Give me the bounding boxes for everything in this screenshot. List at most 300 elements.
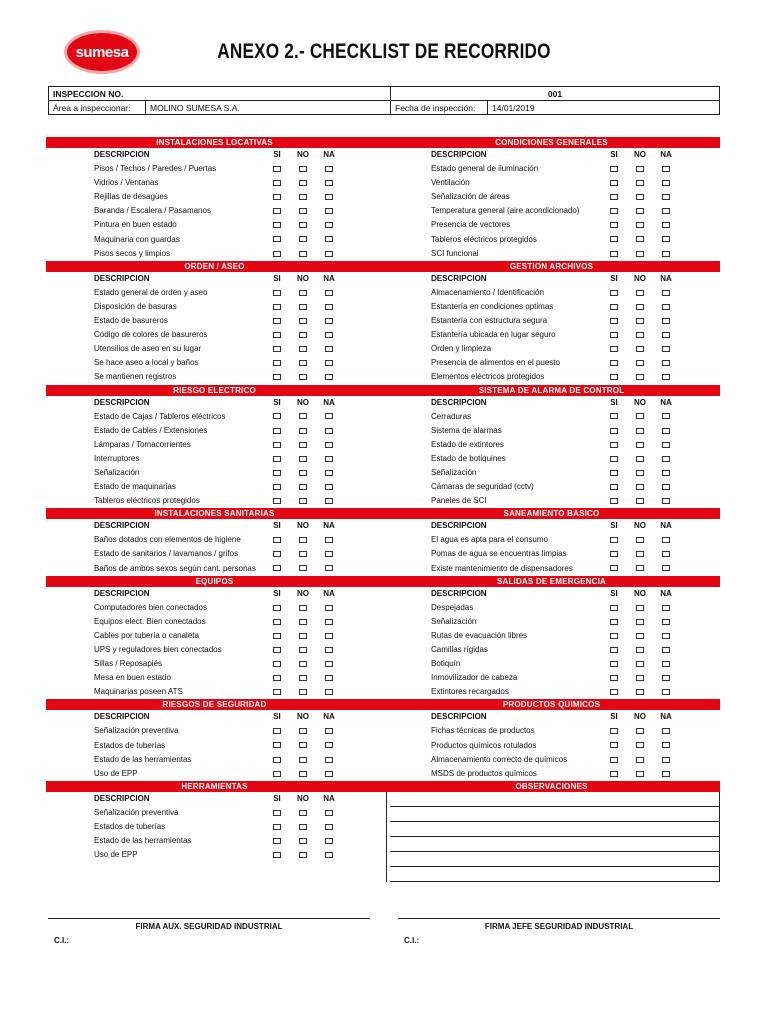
checkbox-si[interactable] xyxy=(610,166,618,172)
checkbox-si[interactable] xyxy=(273,742,281,748)
checkbox-na[interactable] xyxy=(325,413,333,419)
checklist-row xyxy=(383,657,720,671)
checklist-row xyxy=(383,218,720,232)
checkbox-no[interactable] xyxy=(299,810,307,816)
item-label: Interruptores xyxy=(94,453,140,463)
checkbox-si[interactable] xyxy=(273,838,281,844)
checkbox-no[interactable] xyxy=(636,498,644,504)
cell-na xyxy=(654,466,678,480)
checkbox-na[interactable] xyxy=(662,742,670,748)
checkbox-na[interactable] xyxy=(325,470,333,476)
checkbox-si[interactable] xyxy=(610,194,618,200)
col-si: SI xyxy=(610,521,618,531)
checkbox-si[interactable] xyxy=(610,428,618,434)
checkbox-no[interactable] xyxy=(636,771,644,777)
checkbox-na[interactable] xyxy=(325,484,333,490)
checkbox-na[interactable] xyxy=(662,413,670,419)
checkbox-no[interactable] xyxy=(636,537,644,543)
checkbox-no[interactable] xyxy=(299,442,307,448)
checklist-row xyxy=(383,370,720,384)
checkbox-na[interactable] xyxy=(662,251,670,257)
checkbox-no[interactable] xyxy=(299,551,307,557)
cell-na xyxy=(317,848,341,862)
col-si: SI xyxy=(610,397,618,407)
checkbox-na[interactable] xyxy=(662,236,670,242)
checkbox-si[interactable] xyxy=(610,332,618,338)
checkbox-na[interactable] xyxy=(325,442,333,448)
checkbox-no[interactable] xyxy=(299,374,307,380)
checkbox-no[interactable] xyxy=(636,689,644,695)
checkbox-no[interactable] xyxy=(636,456,644,462)
col-no: NO xyxy=(634,397,646,407)
observation-line[interactable] xyxy=(390,852,719,867)
checkbox-no[interactable] xyxy=(636,332,644,338)
checkbox-no[interactable] xyxy=(636,194,644,200)
checkbox-na[interactable] xyxy=(662,661,670,667)
checkbox-na[interactable] xyxy=(662,771,670,777)
cell-no xyxy=(628,643,652,657)
checkbox-no[interactable] xyxy=(299,470,307,476)
checkbox-si[interactable] xyxy=(610,551,618,557)
cell-si xyxy=(602,424,626,438)
checkbox-na[interactable] xyxy=(662,346,670,352)
checkbox-si[interactable] xyxy=(273,346,281,352)
cell-na xyxy=(317,438,341,452)
checkbox-si[interactable] xyxy=(273,304,281,310)
checkbox-si[interactable] xyxy=(273,251,281,257)
checkbox-no[interactable] xyxy=(299,456,307,462)
checkbox-si[interactable] xyxy=(610,290,618,296)
checkbox-no[interactable] xyxy=(636,208,644,214)
checkbox-si[interactable] xyxy=(610,661,618,667)
checkbox-na[interactable] xyxy=(325,757,333,763)
checkbox-na[interactable] xyxy=(662,551,670,557)
section-header: INSTALACIONES LOCATIVAS xyxy=(46,137,383,148)
checkbox-na[interactable] xyxy=(325,551,333,557)
checkbox-si[interactable] xyxy=(610,565,618,571)
checkbox-si[interactable] xyxy=(610,318,618,324)
checkbox-no[interactable] xyxy=(299,565,307,571)
checkbox-no[interactable] xyxy=(299,484,307,490)
checkbox-si[interactable] xyxy=(273,771,281,777)
checkbox-na[interactable] xyxy=(662,304,670,310)
checkbox-na[interactable] xyxy=(325,360,333,366)
checkbox-no[interactable] xyxy=(299,318,307,324)
checkbox-no[interactable] xyxy=(299,360,307,366)
checkbox-na[interactable] xyxy=(662,332,670,338)
checkbox-no[interactable] xyxy=(636,304,644,310)
checkbox-si[interactable] xyxy=(273,374,281,380)
cell-na xyxy=(654,300,678,314)
item-label: Estantería en condiciones optimas xyxy=(431,301,554,311)
checkbox-no[interactable] xyxy=(299,771,307,777)
checkbox-no[interactable] xyxy=(299,852,307,858)
checkbox-no[interactable] xyxy=(636,318,644,324)
checkbox-na[interactable] xyxy=(662,647,670,653)
checkbox-no[interactable] xyxy=(299,824,307,830)
item-label: Pisos secos y limpios xyxy=(94,248,171,258)
checkbox-no[interactable] xyxy=(636,251,644,257)
checkbox-na[interactable] xyxy=(662,605,670,611)
checkbox-no[interactable] xyxy=(299,413,307,419)
checklist-row xyxy=(46,314,383,328)
checkbox-no[interactable] xyxy=(299,346,307,352)
checkbox-na[interactable] xyxy=(662,619,670,625)
checklist-row xyxy=(383,438,720,452)
checkbox-no[interactable] xyxy=(636,222,644,228)
checkbox-no[interactable] xyxy=(299,675,307,681)
checkbox-no[interactable] xyxy=(636,647,644,653)
col-no: NO xyxy=(634,521,646,531)
checkbox-na[interactable] xyxy=(325,605,333,611)
checkbox-no[interactable] xyxy=(299,222,307,228)
col-descripcion: DESCRIPCION xyxy=(431,150,487,159)
cell-si xyxy=(265,204,289,218)
fecha-value[interactable]: 14/01/2019 xyxy=(488,101,720,115)
col-si: SI xyxy=(273,397,281,407)
checkbox-na[interactable] xyxy=(325,728,333,734)
checkbox-si[interactable] xyxy=(610,251,618,257)
checkbox-si[interactable] xyxy=(273,605,281,611)
item-label: Estados de tuberías xyxy=(94,822,166,832)
checkbox-no[interactable] xyxy=(299,605,307,611)
col-na: NA xyxy=(323,588,335,598)
checkbox-si[interactable] xyxy=(273,222,281,228)
checkbox-no[interactable] xyxy=(636,346,644,352)
checkbox-na[interactable] xyxy=(662,757,670,763)
checkbox-na[interactable] xyxy=(325,346,333,352)
observation-line[interactable] xyxy=(390,867,719,882)
checkbox-no[interactable] xyxy=(636,442,644,448)
checkbox-na[interactable] xyxy=(662,374,670,380)
checkbox-si[interactable] xyxy=(610,771,618,777)
checkbox-na[interactable] xyxy=(662,470,670,476)
checkbox-na[interactable] xyxy=(325,689,333,695)
checkbox-na[interactable] xyxy=(662,689,670,695)
checkbox-na[interactable] xyxy=(662,484,670,490)
cell-no xyxy=(628,685,652,699)
checkbox-no[interactable] xyxy=(636,484,644,490)
checkbox-no[interactable] xyxy=(299,689,307,695)
checkbox-na[interactable] xyxy=(325,661,333,667)
checkbox-si[interactable] xyxy=(610,537,618,543)
checkbox-no[interactable] xyxy=(636,605,644,611)
checkbox-si[interactable] xyxy=(273,633,281,639)
checkbox-na[interactable] xyxy=(662,498,670,504)
checkbox-si[interactable] xyxy=(273,619,281,625)
checkbox-si[interactable] xyxy=(610,675,618,681)
checkbox-si[interactable] xyxy=(273,810,281,816)
observation-line[interactable] xyxy=(390,807,719,822)
checkbox-na[interactable] xyxy=(662,166,670,172)
checkbox-si[interactable] xyxy=(610,605,618,611)
checkbox-no[interactable] xyxy=(299,290,307,296)
checkbox-na[interactable] xyxy=(662,222,670,228)
checkbox-na[interactable] xyxy=(662,194,670,200)
checkbox-na[interactable] xyxy=(325,166,333,172)
checkbox-si[interactable] xyxy=(610,647,618,653)
checkbox-no[interactable] xyxy=(299,166,307,172)
checkbox-si[interactable] xyxy=(273,180,281,186)
checkbox-si[interactable] xyxy=(273,290,281,296)
checkbox-na[interactable] xyxy=(325,619,333,625)
checkbox-na[interactable] xyxy=(325,771,333,777)
logo-text: sumesa xyxy=(75,43,129,61)
item-label: Estado general de orden y aseo xyxy=(94,287,208,297)
checkbox-si[interactable] xyxy=(273,551,281,557)
cell-no xyxy=(291,438,315,452)
checkbox-si[interactable] xyxy=(610,456,618,462)
checkbox-si[interactable] xyxy=(610,742,618,748)
checkbox-na[interactable] xyxy=(662,318,670,324)
checkbox-no[interactable] xyxy=(299,633,307,639)
cell-no xyxy=(628,480,652,494)
inspection-header-table xyxy=(48,86,720,115)
checkbox-no[interactable] xyxy=(636,633,644,639)
checkbox-na[interactable] xyxy=(325,332,333,338)
checkbox-na[interactable] xyxy=(325,633,333,639)
checkbox-no[interactable] xyxy=(299,332,307,338)
checkbox-si[interactable] xyxy=(273,194,281,200)
checkbox-na[interactable] xyxy=(662,675,670,681)
checkbox-si[interactable] xyxy=(273,484,281,490)
checkbox-no[interactable] xyxy=(299,180,307,186)
checkbox-no[interactable] xyxy=(636,675,644,681)
checkbox-na[interactable] xyxy=(325,304,333,310)
checkbox-si[interactable] xyxy=(610,208,618,214)
cell-na xyxy=(317,562,341,576)
checkbox-na[interactable] xyxy=(662,456,670,462)
checkbox-na[interactable] xyxy=(325,675,333,681)
checkbox-si[interactable] xyxy=(273,689,281,695)
checkbox-si[interactable] xyxy=(273,166,281,172)
checkbox-si[interactable] xyxy=(610,619,618,625)
checkbox-si[interactable] xyxy=(610,442,618,448)
checkbox-na[interactable] xyxy=(325,838,333,844)
checkbox-si[interactable] xyxy=(610,180,618,186)
observaciones-box[interactable] xyxy=(386,792,720,883)
checkbox-no[interactable] xyxy=(636,413,644,419)
checkbox-si[interactable] xyxy=(610,689,618,695)
checkbox-si[interactable] xyxy=(273,470,281,476)
checkbox-na[interactable] xyxy=(325,318,333,324)
checkbox-no[interactable] xyxy=(299,498,307,504)
col-na: NA xyxy=(323,397,335,407)
checkbox-no[interactable] xyxy=(299,661,307,667)
checkbox-si[interactable] xyxy=(273,728,281,734)
checkbox-si[interactable] xyxy=(610,498,618,504)
checkbox-no[interactable] xyxy=(299,742,307,748)
cell-si xyxy=(265,806,289,820)
checkbox-si[interactable] xyxy=(273,852,281,858)
checkbox-si[interactable] xyxy=(273,647,281,653)
checkbox-no[interactable] xyxy=(636,757,644,763)
checkbox-na[interactable] xyxy=(662,360,670,366)
checkbox-na[interactable] xyxy=(325,456,333,462)
checkbox-si[interactable] xyxy=(273,565,281,571)
checkbox-na[interactable] xyxy=(325,537,333,543)
inspeccion-number[interactable]: 001 xyxy=(391,87,720,101)
checklist-row xyxy=(46,848,383,862)
checkbox-no[interactable] xyxy=(299,537,307,543)
checkbox-na[interactable] xyxy=(662,728,670,734)
cell-si xyxy=(602,328,626,342)
checkbox-no[interactable] xyxy=(299,619,307,625)
cell-si xyxy=(602,547,626,561)
item-label: Equipos elect. Bien conectados xyxy=(94,616,206,626)
checkbox-si[interactable] xyxy=(273,236,281,242)
checkbox-si[interactable] xyxy=(273,537,281,543)
checklist-row xyxy=(46,233,383,247)
checkbox-no[interactable] xyxy=(636,360,644,366)
checkbox-na[interactable] xyxy=(325,290,333,296)
checkbox-no[interactable] xyxy=(636,661,644,667)
checkbox-no[interactable] xyxy=(636,742,644,748)
checkbox-no[interactable] xyxy=(299,757,307,763)
checkbox-no[interactable] xyxy=(636,236,644,242)
checkbox-na[interactable] xyxy=(325,498,333,504)
checkbox-no[interactable] xyxy=(299,208,307,214)
checkbox-no[interactable] xyxy=(299,236,307,242)
checkbox-na[interactable] xyxy=(662,633,670,639)
checkbox-si[interactable] xyxy=(610,484,618,490)
checkbox-na[interactable] xyxy=(325,194,333,200)
checkbox-si[interactable] xyxy=(273,456,281,462)
checkbox-si[interactable] xyxy=(273,428,281,434)
checkbox-si[interactable] xyxy=(273,661,281,667)
checkbox-no[interactable] xyxy=(636,166,644,172)
checkbox-no[interactable] xyxy=(636,565,644,571)
cell-na xyxy=(317,314,341,328)
checkbox-na[interactable] xyxy=(325,236,333,242)
checkbox-no[interactable] xyxy=(636,428,644,434)
cell-si xyxy=(265,233,289,247)
checkbox-si[interactable] xyxy=(610,222,618,228)
col-no: NO xyxy=(634,273,646,283)
section-header: SALIDAS DE EMERGENCIA xyxy=(383,576,720,587)
item-label: Cámaras de seguridad (cctv) xyxy=(431,482,534,492)
checkbox-na[interactable] xyxy=(662,180,670,186)
observation-line[interactable] xyxy=(390,822,719,837)
checkbox-na[interactable] xyxy=(325,251,333,257)
checkbox-si[interactable] xyxy=(610,236,618,242)
checkbox-na[interactable] xyxy=(662,565,670,571)
observation-line[interactable] xyxy=(390,837,719,852)
cell-si xyxy=(602,753,626,767)
checkbox-si[interactable] xyxy=(610,470,618,476)
checkbox-si[interactable] xyxy=(610,633,618,639)
area-value[interactable]: MOLINO SUMESA S.A. xyxy=(146,101,391,115)
checkbox-si[interactable] xyxy=(273,360,281,366)
checklist-row xyxy=(46,820,383,834)
checkbox-no[interactable] xyxy=(299,194,307,200)
checkbox-si[interactable] xyxy=(273,498,281,504)
checkbox-na[interactable] xyxy=(325,852,333,858)
cell-na xyxy=(654,218,678,232)
checkbox-si[interactable] xyxy=(273,757,281,763)
checklist-row xyxy=(46,424,383,438)
checkbox-no[interactable] xyxy=(636,180,644,186)
checkbox-na[interactable] xyxy=(325,824,333,830)
checkbox-no[interactable] xyxy=(636,374,644,380)
checkbox-na[interactable] xyxy=(325,742,333,748)
cell-si xyxy=(265,342,289,356)
checkbox-si[interactable] xyxy=(610,728,618,734)
cell-no xyxy=(291,466,315,480)
checkbox-na[interactable] xyxy=(325,565,333,571)
section-header: ORDEN / ASEO xyxy=(46,261,383,272)
checklist-row xyxy=(46,753,383,767)
checkbox-na[interactable] xyxy=(662,428,670,434)
checkbox-na[interactable] xyxy=(662,290,670,296)
checkbox-si[interactable] xyxy=(273,675,281,681)
cell-na xyxy=(317,356,341,370)
checkbox-no[interactable] xyxy=(636,470,644,476)
checkbox-si[interactable] xyxy=(273,442,281,448)
cell-na xyxy=(317,724,341,738)
item-label: Estantería con estructura segura xyxy=(431,316,548,326)
checkbox-si[interactable] xyxy=(610,374,618,380)
checkbox-no[interactable] xyxy=(299,647,307,653)
col-na: NA xyxy=(323,712,335,722)
item-label: Señalización de áreas xyxy=(431,192,510,202)
checkbox-si[interactable] xyxy=(610,346,618,352)
checkbox-no[interactable] xyxy=(299,728,307,734)
checkbox-si[interactable] xyxy=(273,413,281,419)
checkbox-no[interactable] xyxy=(299,304,307,310)
checkbox-si[interactable] xyxy=(610,304,618,310)
checkbox-na[interactable] xyxy=(325,208,333,214)
observation-line[interactable] xyxy=(390,792,719,807)
checkbox-no[interactable] xyxy=(636,551,644,557)
checkbox-si[interactable] xyxy=(610,360,618,366)
checkbox-no[interactable] xyxy=(636,290,644,296)
checkbox-no[interactable] xyxy=(636,619,644,625)
checkbox-si[interactable] xyxy=(610,757,618,763)
checkbox-si[interactable] xyxy=(273,318,281,324)
item-label: Inmovilizador de cabeza xyxy=(431,673,518,683)
checkbox-na[interactable] xyxy=(325,647,333,653)
cell-si xyxy=(602,233,626,247)
checkbox-na[interactable] xyxy=(662,537,670,543)
checkbox-no[interactable] xyxy=(299,838,307,844)
checkbox-na[interactable] xyxy=(325,810,333,816)
checkbox-si[interactable] xyxy=(610,413,618,419)
cell-na xyxy=(317,342,341,356)
checkbox-na[interactable] xyxy=(325,180,333,186)
cell-na xyxy=(654,657,678,671)
checkbox-si[interactable] xyxy=(273,208,281,214)
checkbox-no[interactable] xyxy=(299,428,307,434)
cell-no xyxy=(628,218,652,232)
col-na: NA xyxy=(323,793,335,803)
checkbox-no[interactable] xyxy=(299,251,307,257)
checkbox-na[interactable] xyxy=(325,222,333,228)
cell-si xyxy=(602,739,626,753)
checklist-row xyxy=(383,724,720,738)
checkbox-na[interactable] xyxy=(325,428,333,434)
checkbox-no[interactable] xyxy=(636,728,644,734)
checkbox-si[interactable] xyxy=(273,824,281,830)
cell-na xyxy=(317,533,341,547)
item-label: Botiquín xyxy=(431,659,461,669)
item-label: Señalización preventiva xyxy=(94,807,179,817)
checkbox-na[interactable] xyxy=(662,208,670,214)
checkbox-na[interactable] xyxy=(662,442,670,448)
cell-no xyxy=(291,848,315,862)
checkbox-si[interactable] xyxy=(273,332,281,338)
checkbox-na[interactable] xyxy=(325,374,333,380)
